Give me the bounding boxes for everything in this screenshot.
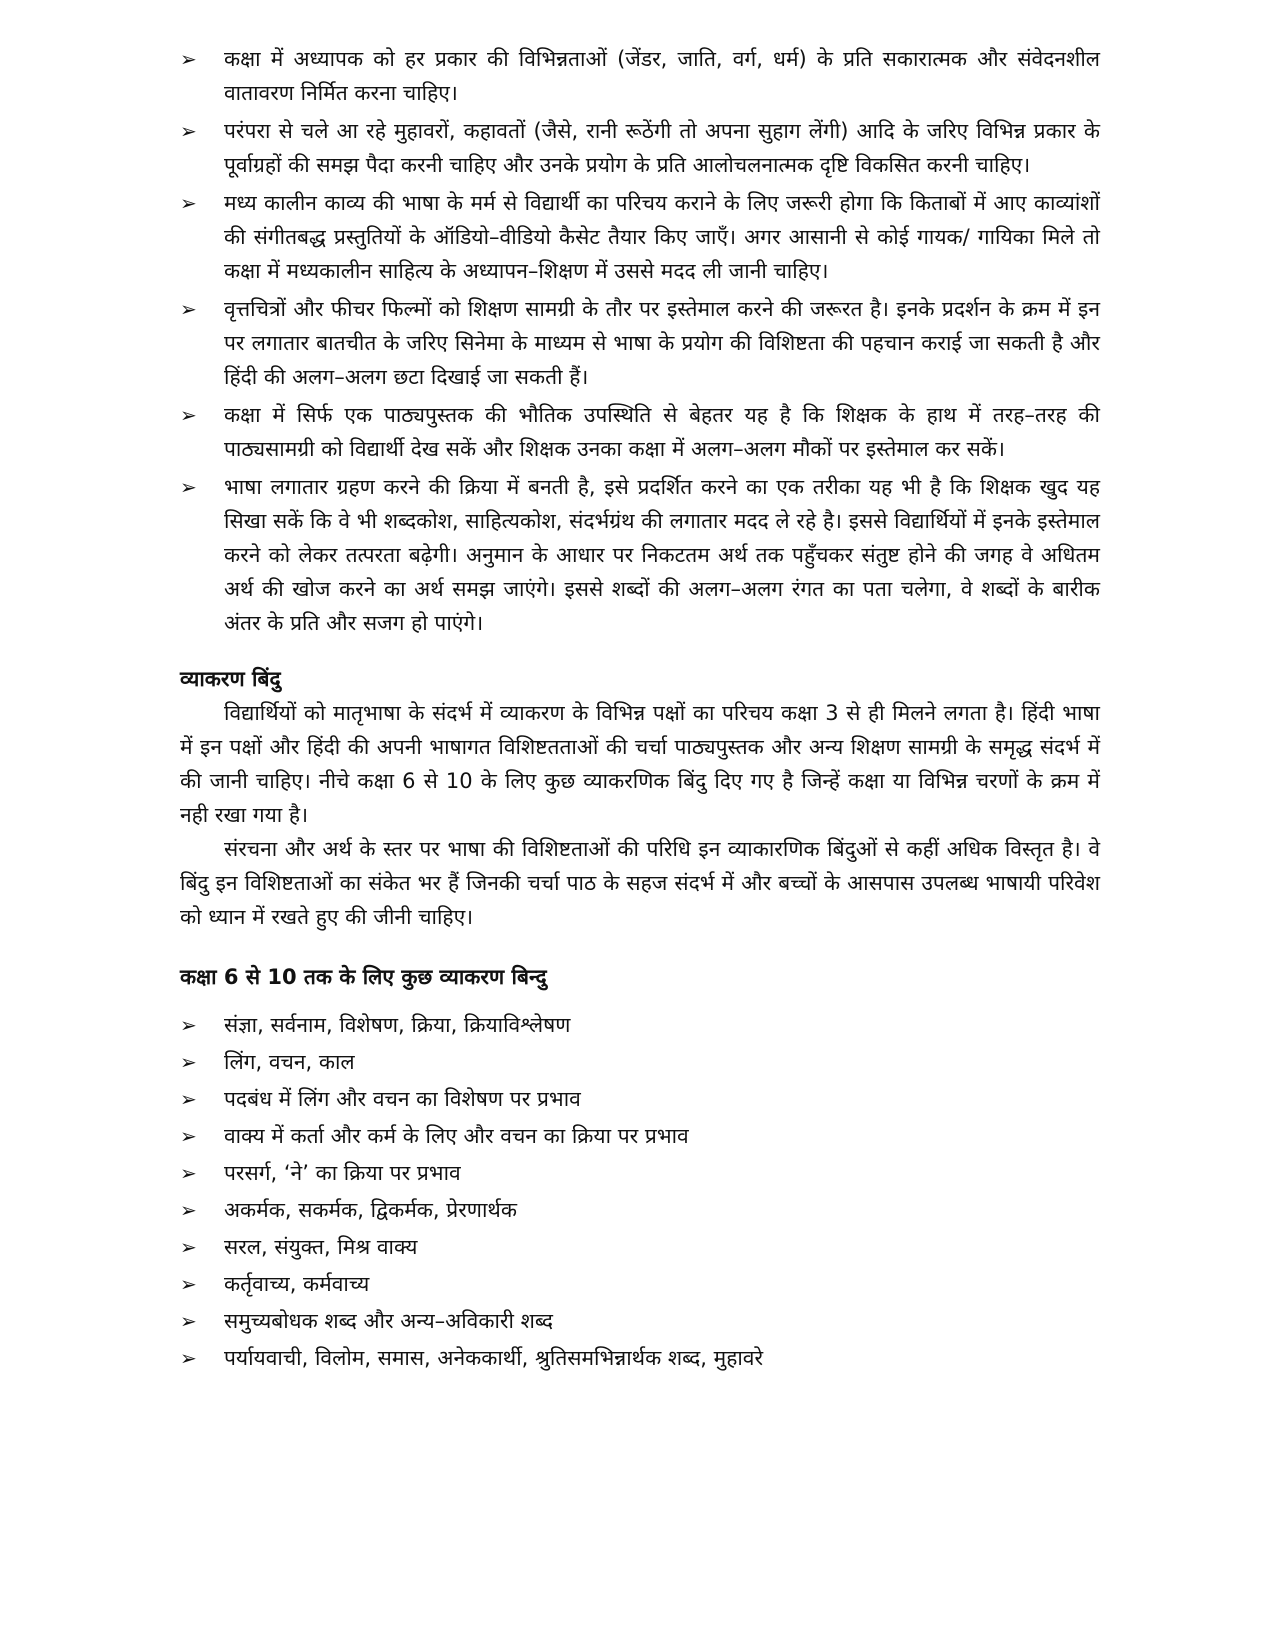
- arrow-bullet-icon: ➢: [180, 1235, 197, 1259]
- list-item-text: पर्यायवाची, विलोम, समास, अनेककार्थी, श्रुतिसमभिन्नार्थक शब्द, मुहावरे: [224, 1346, 764, 1370]
- arrow-bullet-icon: ➢: [180, 1198, 197, 1222]
- arrow-bullet-icon: ➢: [180, 403, 197, 427]
- list-item-text: परंपरा से चले आ रहे मुहावरों, कहावतों (जैसे, रानी रूठेंगी तो अपना सुहाग लेंगी) आदि के जरिए विभिन्न प्रकार के पूर्वाग्रहों की समझ पैदा करनी चाहिए और उनके प्रयोग के प्रति आलोचलनात्मक दृष्टि विकसित करनी चाहिए।: [224, 119, 1100, 177]
- list-item-text: कक्षा में अध्यापक को हर प्रकार की विभिन्नताओं (जेंडर, जाति, वर्ग, धर्म) के प्रति सकारात्मक और संवेदनशील वातावरण निर्मित करना चाहिए।: [224, 47, 1100, 105]
- list-item: [180, 1304, 1100, 1338]
- list-item-text: पदबंध में लिंग और वचन का विशेषण पर प्रभाव: [224, 1087, 581, 1111]
- list-item: [180, 186, 1100, 288]
- list-item-text: कक्षा में सिर्फ एक पाठ्यपुस्तक की भौतिक उपस्थिति से बेहतर यह है कि शिक्षक के हाथ में तरह–तरह की पाठ्यसामग्री को विद्यार्थी देख सकें और शिक्षक उनका कक्षा में अलग–अलग मौकों पर इस्तेमाल कर सकें।: [224, 403, 1100, 461]
- list-item-text: समुच्यबोधक शब्द और अन्य–अविकारी शब्द: [224, 1309, 554, 1333]
- list-item: [180, 42, 1100, 110]
- list-item: [180, 398, 1100, 466]
- arrow-bullet-icon: ➢: [180, 475, 197, 499]
- list-item: [180, 1119, 1100, 1153]
- grammar-points-list: [180, 1008, 1100, 1375]
- arrow-bullet-icon: ➢: [180, 47, 197, 71]
- list-item-text: परसर्ग, ‘ने’ का क्रिया पर प्रभाव: [224, 1161, 461, 1185]
- arrow-bullet-icon: ➢: [180, 297, 197, 321]
- list-item: [180, 1045, 1100, 1079]
- list-item-text: कर्तृवाच्य, कर्मवाच्य: [224, 1272, 370, 1296]
- arrow-bullet-icon: ➢: [180, 1309, 197, 1333]
- grammar-paragraph-2: संरचना और अर्थ के स्तर पर भाषा की विशिष्टताओं की परिधि इन व्याकारणिक बिंदुओं से कहीं अधिक विस्तृत है। वे बिंदु इन विशिष्टताओं का संकेत भर हैं जिनकी चर्चा पाठ के सहज संदर्भ में और बच्चों के आसपास उपलब्ध भाषायी परिवेश को ध्यान में रखते हुए की जीनी चाहिए।: [180, 837, 1100, 929]
- list-item-text: भाषा लगातार ग्रहण करने की क्रिया में बनती है, इसे प्रदर्शित करने का एक तरीका यह भी है कि शिक्षक खुद यह सिखा सकें कि वे भी शब्दकोश, साहित्यकोश, संदर्भग्रंथ की लगातार मदद ले रहे है। इससे विद्यार्थियों में इनके इस्तेमाल करने को लेकर तत्परता बढ़ेगी। अनुमान के आधार पर निकटतम अर्थ तक पहुँचकर संतुष्ट होने की जगह वे अधितम अर्थ की खोज करने का अर्थ समझ जाएंगे। इससे शब्दों की अलग–अलग रंगत का पता चलेगा, वे शब्दों के बारीक अंतर के प्रति और सजग हो पाएंगे।: [224, 475, 1100, 635]
- arrow-bullet-icon: ➢: [180, 1346, 197, 1370]
- arrow-bullet-icon: ➢: [180, 191, 197, 215]
- list-item: [180, 1082, 1100, 1116]
- grammar-paragraph-1: विद्यार्थियों को मातृभाषा के संदर्भ में व्याकरण के विभिन्न पक्षों का परिचय कक्षा 3 से ही मिलने लगता है। हिंदी भाषा में इन पक्षों और हिंदी की अपनी भाषागत विशिष्टतताओं की चर्चा पाठ्यपुस्तक और अन्य शिक्षण सामग्री के समृद्ध संदर्भ में की जानी चाहिए। नीचे कक्षा 6 से 10 के लिए कुछ व्याकरणिक बिंदु दिए गए है जिन्हें कक्षा या विभिन्न चरणों के क्रम में नही रखा गया है।: [180, 701, 1100, 827]
- list-item: [180, 292, 1100, 394]
- arrow-bullet-icon: ➢: [180, 1050, 197, 1074]
- list-item-text: वाक्य में कर्ता और कर्म के लिए और वचन का क्रिया पर प्रभाव: [224, 1124, 689, 1148]
- arrow-bullet-icon: ➢: [180, 119, 197, 143]
- list-item-text: संज्ञा, सर्वनाम, विशेषण, क्रिया, क्रियाविश्लेषण: [224, 1013, 571, 1037]
- list-item-text: वृत्तचित्रों और फीचर फिल्मों को शिक्षण सामग्री के तौर पर इस्तेमाल करने की जरूरत है। इनके प्रदर्शन के क्रम में इन पर लगातार बातचीत के जरिए सिनेमा के माध्यम से भाषा के प्रयोग की विशिष्टता की पहचान कराई जा सकती है और हिंदी की अलग–अलग छटा दिखाई जा सकती हैं।: [224, 297, 1100, 389]
- list-item-text: अकर्मक, सकर्मक, द्विकर्मक, प्रेरणार्थक: [224, 1198, 517, 1222]
- intro-bullet-list: [180, 42, 1100, 640]
- list-item-text: लिंग, वचन, काल: [224, 1050, 355, 1074]
- arrow-bullet-icon: ➢: [180, 1272, 197, 1296]
- list-item: [180, 1008, 1100, 1042]
- arrow-bullet-icon: ➢: [180, 1087, 197, 1111]
- list-item-text: मध्य कालीन काव्य की भाषा के मर्म से विद्यार्थी का परिचय कराने के लिए जरूरी होगा कि किताबों में आए काव्यांशों की संगीतबद्ध प्रस्तुतियों के ऑडियो–वीडियो कैसेट तैयार किए जाएँ। अगर आसानी से कोई गायक/ गायिका मिले तो कक्षा में मध्यकालीन साहित्य के अध्यापन–शिक्षण में उससे मदद ली जानी चाहिए।: [224, 191, 1100, 283]
- grammar-section-heading: व्याकरण बिंदु: [180, 667, 281, 691]
- document-page: [180, 42, 1100, 1378]
- list-item: [180, 1156, 1100, 1190]
- arrow-bullet-icon: ➢: [180, 1013, 197, 1037]
- arrow-bullet-icon: ➢: [180, 1161, 197, 1185]
- arrow-bullet-icon: ➢: [180, 1124, 197, 1148]
- list-item: [180, 1341, 1100, 1375]
- list-item: [180, 1230, 1100, 1264]
- list-item: [180, 114, 1100, 182]
- list-item: [180, 1267, 1100, 1301]
- grammar-points-heading: कक्षा 6 से 10 तक के लिए कुछ व्याकरण बिन्दु: [180, 965, 547, 989]
- list-item: [180, 1193, 1100, 1227]
- list-item: [180, 470, 1100, 640]
- list-item-text: सरल, संयुक्त, मिश्र वाक्य: [224, 1235, 418, 1259]
